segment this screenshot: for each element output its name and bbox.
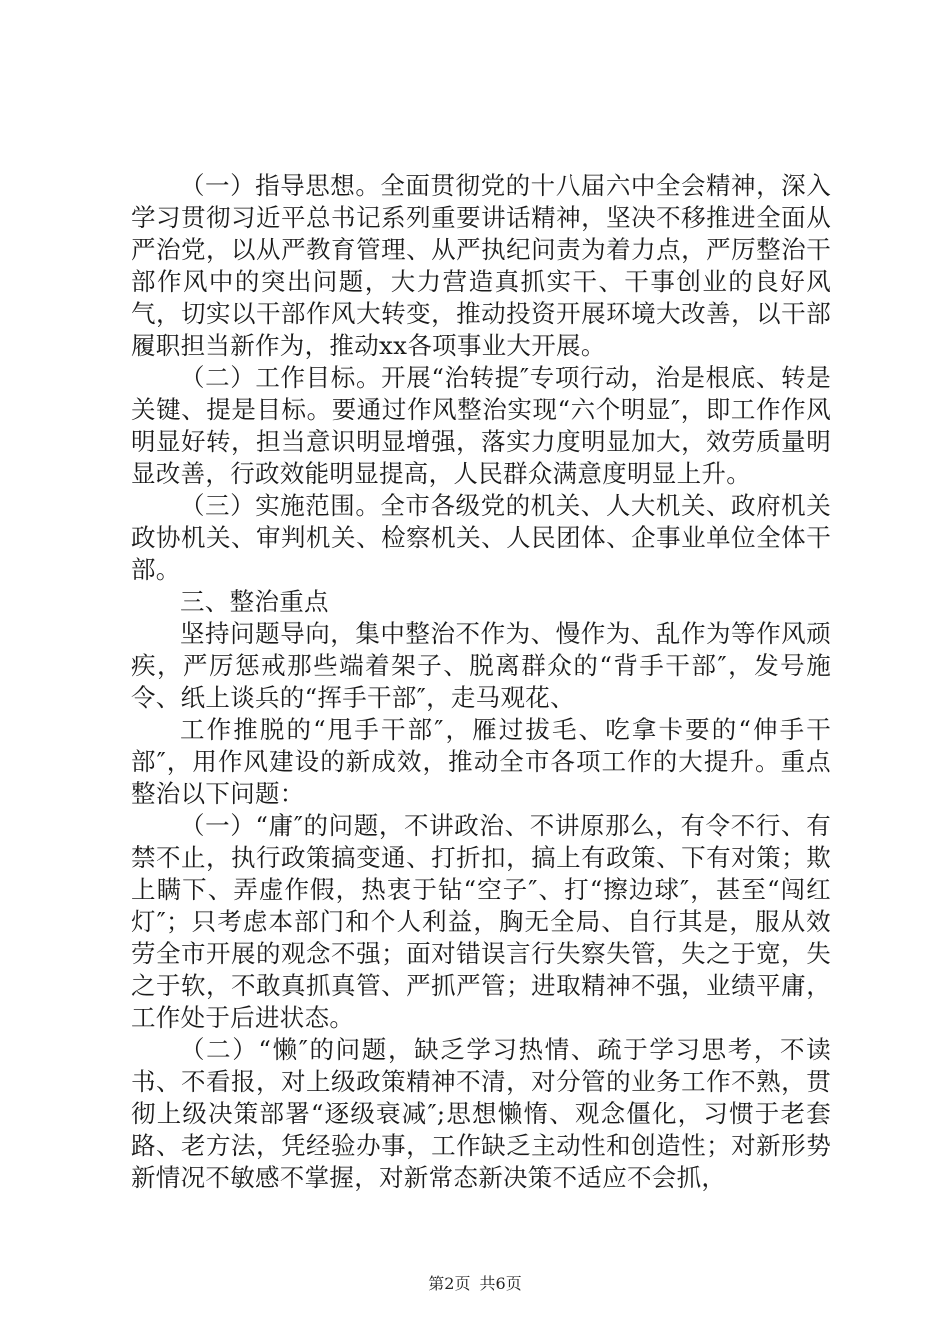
page-total: 共6页 bbox=[479, 1274, 522, 1293]
paragraph-problem-orientation: 坚持问题导向，集中整治不作为、慢作为、乱作为等作风顽疾，严厉惩戒那些端着架子、脱离群众的“背手干部″，发号施令、纸上谈兵的“挥手干部″，走马观花、 bbox=[131, 619, 831, 712]
page-number: 第2页 bbox=[428, 1274, 471, 1293]
page-footer bbox=[0, 1274, 950, 1294]
paragraph-scope: （三）实施范围。全市各级党的机关、人大机关、政府机关政协机关、审判机关、检察机关、人民团体、企事业单位全体干部。 bbox=[131, 491, 831, 584]
paragraph-problem-orientation-continued: 工作推脱的“甩手干部″，雁过拔毛、吃拿卡要的“伸手干部″，用作风建设的新成效，推动全市各项工作的大提升。重点整治以下问题： bbox=[131, 715, 831, 808]
paragraph-laziness-issue: （二）“懒″的问题，缺乏学习热情、疏于学习思考，不读书、不看报，对上级政策精神不清，对分管的业务工作不熟，贯彻上级决策部署“逐级衰减″;思想懒惰、观念僵化，习惯于老套路、老方法，凭经验办事，工作缺乏主动性和创造性；对新形势新情况不敏感不掌握，对新常态新决策不适应不会抓， bbox=[131, 1035, 831, 1192]
paragraph-guiding-ideology: （一）指导思想。全面贯彻党的十八届六中全会精神，深入学习贯彻习近平总书记系列重要讲话精神，坚决不移推进全面从严治党，以从严教育管理、从严执纪问责为着力点，严厉整治干部作风中的突出问题，大力营造真抓实干、干事创业的良好风气，切实以干部作风大转变，推动投资开展环境大改善，以干部履职担当新作为，推动xx各项事业大开展。 bbox=[131, 171, 831, 360]
section-heading-rectification-focus: 三、整治重点 bbox=[180, 587, 329, 616]
document-body bbox=[131, 170, 831, 1194]
paragraph-mediocrity-issue: （一）“庸″的问题，不讲政治、不讲原那么，有令不行、有禁不止，执行政策搞变通、打折扣，搞上有政策、下有对策；欺上瞒下、弄虚作假，热衷于钻“空子″、打“擦边球″，甚至“闯红灯″；只考虑本部门和个人利益，胸无全局、自行其是，服从效劳全市开展的观念不强；面对错误言行失察失管，失之于宽，失之于软，不敢真抓真管、严抓严管；进取精神不强，业绩平庸，工作处于后进状态。 bbox=[131, 811, 831, 1032]
paragraph-work-goals: （二）工作目标。开展“治转提″专项行动，治是根底、转是关键、提是目标。要通过作风整治实现“六个明显″，即工作作风明显好转，担当意识明显增强，落实力度明显加大，效劳质量明显改善，行政效能明显提高，人民群众满意度明显上升。 bbox=[131, 363, 831, 488]
